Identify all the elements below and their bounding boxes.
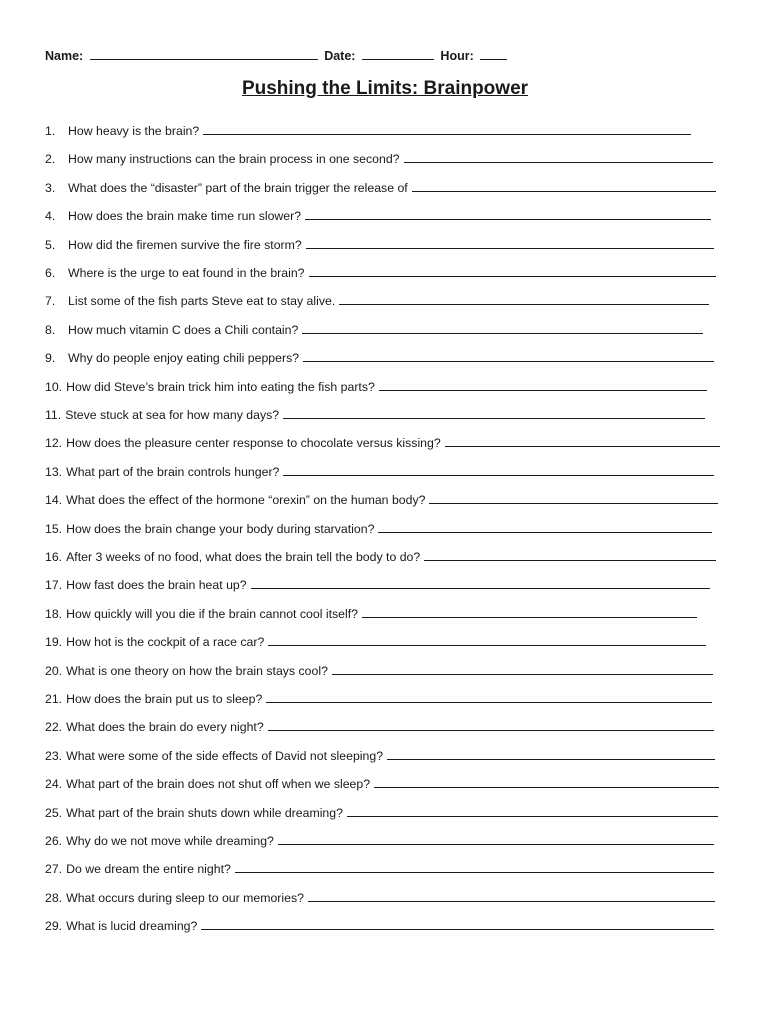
question-text: How does the brain put us to sleep?: [66, 692, 263, 706]
question-item: [45, 572, 710, 592]
question-item: [45, 686, 712, 706]
answer-line[interactable]: [374, 786, 719, 788]
question-number: 29.: [45, 919, 63, 934]
answer-line[interactable]: [283, 474, 714, 476]
question-item: [45, 828, 714, 848]
question-text: Do we dream the entire night?: [66, 862, 231, 877]
question-number: 23.: [45, 748, 63, 763]
question-text: Where is the urge to eat found in the brain?: [68, 266, 305, 280]
question-item: [45, 203, 711, 223]
answer-line[interactable]: [404, 161, 713, 163]
answer-line[interactable]: [445, 445, 720, 447]
question-number: 3.: [45, 180, 56, 195]
answer-line[interactable]: [251, 587, 710, 589]
hour-field[interactable]: [480, 47, 507, 60]
question-number: 12.: [45, 436, 63, 451]
answer-line[interactable]: [424, 559, 716, 561]
answer-line[interactable]: [362, 616, 697, 618]
question-text: What does the brain do every night?: [66, 720, 264, 735]
answer-line[interactable]: [412, 190, 716, 192]
question-item: [45, 402, 705, 422]
question-number: 21.: [45, 692, 63, 706]
answer-line[interactable]: [201, 928, 714, 930]
question-text: How many instructions can the brain process in one second?: [68, 152, 400, 167]
question-number: 16.: [45, 550, 63, 564]
question-text: What is one theory on how the brain stays cool?: [66, 663, 328, 678]
question-text: What were some of the side effects of David not sleeping?: [66, 748, 384, 763]
question-text: What part of the brain does not shut off when we sleep?: [66, 777, 371, 792]
question-number: 28.: [45, 890, 63, 905]
question-text: How did the firemen survive the fire storm?: [68, 237, 302, 252]
question-item: [45, 288, 709, 308]
date-label: Date:: [324, 49, 356, 63]
question-number: 24.: [45, 777, 63, 792]
question-item: [45, 487, 718, 507]
question-text: Why do people enjoy eating chili peppers?: [68, 351, 300, 366]
date-field[interactable]: [362, 47, 434, 60]
answer-line[interactable]: [302, 332, 703, 334]
question-item: [45, 260, 716, 280]
question-item: [45, 743, 715, 763]
answer-line[interactable]: [309, 275, 716, 277]
question-number: 8.: [45, 322, 56, 337]
question-number: 6.: [45, 266, 56, 280]
answer-line[interactable]: [306, 247, 714, 249]
question-number: 7.: [45, 294, 56, 309]
name-field[interactable]: [90, 47, 318, 60]
student-info-header: [45, 47, 510, 63]
question-item: [45, 459, 714, 479]
question-text: List some of the fish parts Steve eat to stay alive.: [68, 294, 336, 309]
question-number: 10.: [45, 379, 63, 394]
question-text: What part of the brain shuts down while dreaming?: [66, 805, 343, 820]
question-item: [45, 658, 713, 678]
question-item: [45, 345, 714, 365]
answer-line[interactable]: [429, 502, 718, 504]
answer-line[interactable]: [379, 389, 707, 391]
question-number: 20.: [45, 663, 63, 678]
question-number: 13.: [45, 464, 63, 479]
question-text: How quickly will you die if the brain cannot cool itself?: [66, 606, 358, 621]
question-item: [45, 317, 703, 337]
question-item: [45, 146, 713, 166]
answer-line[interactable]: [339, 303, 709, 305]
question-number: 14.: [45, 493, 63, 508]
answer-line[interactable]: [268, 729, 714, 731]
question-item: [45, 118, 691, 138]
answer-line[interactable]: [305, 218, 711, 220]
answer-line[interactable]: [203, 133, 691, 135]
hour-label: Hour:: [440, 49, 474, 63]
question-text: How much vitamin C does a Chili contain?: [68, 322, 299, 337]
answer-line[interactable]: [268, 644, 706, 646]
answer-line[interactable]: [308, 900, 715, 902]
question-item: [45, 800, 718, 820]
answer-line[interactable]: [303, 360, 714, 362]
question-item: [45, 771, 719, 791]
question-number: 22.: [45, 720, 63, 735]
question-text: What occurs during sleep to our memories?: [66, 890, 304, 905]
question-text: What does the effect of the hormone “orexin” on the human body?: [66, 493, 426, 508]
answer-line[interactable]: [332, 673, 713, 675]
question-item: [45, 913, 714, 933]
question-number: 9.: [45, 351, 56, 366]
question-text: How does the brain make time run slower?: [68, 209, 302, 224]
question-item: [45, 629, 706, 649]
question-number: 11.: [45, 408, 62, 422]
answer-line[interactable]: [347, 815, 718, 817]
question-number: 4.: [45, 209, 56, 224]
question-text: How does the pleasure center response to chocolate versus kissing?: [66, 436, 441, 451]
question-text: What is lucid dreaming?: [66, 919, 198, 934]
question-item: [45, 714, 714, 734]
answer-line[interactable]: [387, 758, 715, 760]
answer-line[interactable]: [283, 417, 705, 419]
answer-line[interactable]: [378, 531, 712, 533]
question-item: [45, 232, 714, 252]
question-text: Why do we not move while dreaming?: [66, 834, 274, 848]
question-text: Steve stuck at sea for how many days?: [65, 408, 280, 422]
page-title: Pushing the Limits: Brainpower: [241, 78, 529, 99]
question-text: How fast does the brain heat up?: [66, 578, 247, 593]
question-number: 19.: [45, 635, 63, 650]
name-label: Name:: [45, 49, 84, 63]
question-item: [45, 374, 707, 394]
question-item: [45, 516, 712, 536]
answer-line[interactable]: [266, 701, 712, 703]
question-number: 1.: [45, 124, 56, 138]
question-item: [45, 601, 697, 621]
question-text: How hot is the cockpit of a race car?: [66, 635, 265, 650]
question-item: [45, 856, 714, 876]
question-text: What part of the brain controls hunger?: [66, 464, 280, 479]
question-text: After 3 weeks of no food, what does the brain tell the body to do?: [66, 550, 421, 564]
question-text: How heavy is the brain?: [68, 124, 200, 138]
question-text: What does the “disaster” part of the brain trigger the release of: [68, 180, 408, 195]
question-item: [45, 430, 720, 450]
question-number: 27.: [45, 862, 63, 877]
question-item: [45, 885, 715, 905]
question-text: How does the brain change your body during starvation?: [66, 521, 375, 536]
answer-line[interactable]: [278, 843, 714, 845]
question-number: 15.: [45, 521, 63, 536]
question-item: [45, 175, 716, 195]
question-number: 17.: [45, 578, 63, 593]
question-item: [45, 544, 716, 564]
question-number: 18.: [45, 606, 63, 621]
question-text: How did Steve’s brain trick him into eating the fish parts?: [66, 379, 375, 394]
question-number: 25.: [45, 805, 63, 820]
question-number: 2.: [45, 152, 56, 167]
answer-line[interactable]: [235, 871, 714, 873]
question-number: 5.: [45, 237, 56, 252]
question-number: 26.: [45, 834, 63, 848]
